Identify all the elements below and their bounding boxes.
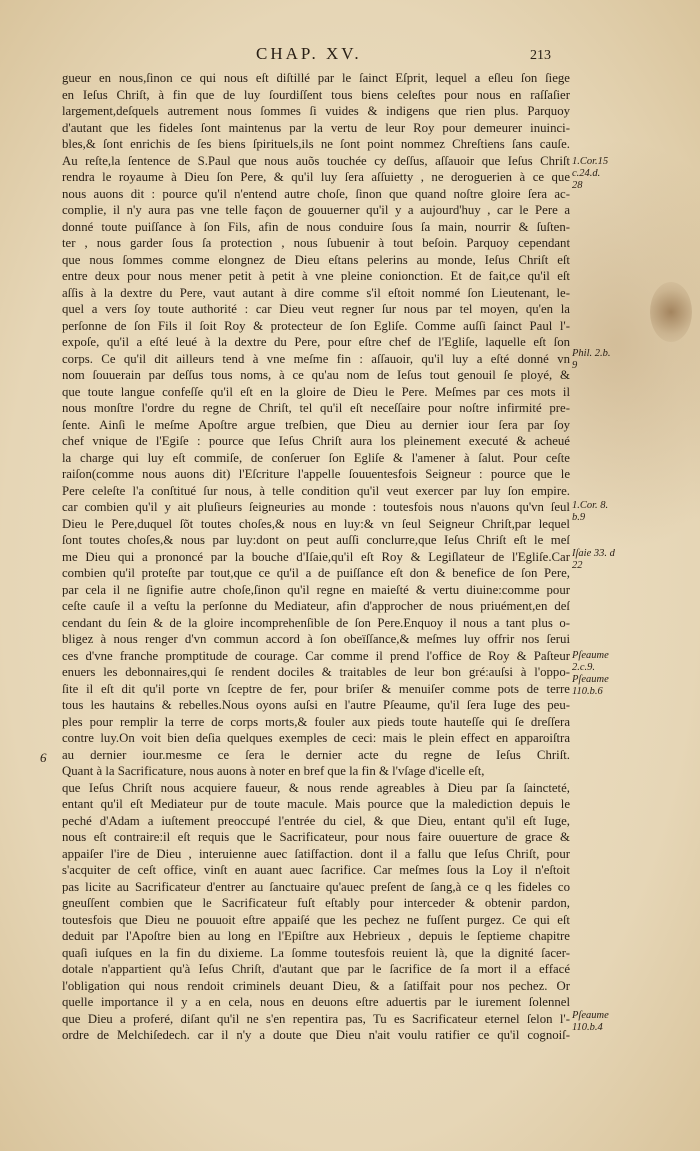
chapter-heading: CHAP. XV. <box>256 44 362 63</box>
text-line: toutesfois que Dieu ne pouuoit eſtre appaiſé que les pechez ne fuſſent purgez. Ce qui eſt <box>62 912 570 927</box>
text-line: nous monſtre l'ordre du regne de Chriſt, tel qu'il eſt neceſſaire pour noſtre infirmité pre- <box>62 401 570 415</box>
paper-stain <box>650 282 692 342</box>
text-line: par cela il ne ſignifie autre choſe,ſinon qu'il regne en maieſté & vertu diuine:comme pour <box>62 582 570 597</box>
text-line: gueur en nous,ſinon ce qui nous eſt diſtillé par le ſainct Eſprit, lequel a eſleu ſon ſiege <box>62 71 570 85</box>
text-line: gneuſſent combien que le Sacrificateur fuſt eſtably pour interceder & obtenir pardon, <box>62 896 570 910</box>
margin-reference: Iſaie 33. d 22 <box>572 548 615 571</box>
text-line: enuers les debonnaires,qui ſe rendent dociles & traitables de leur bon gré:auſsi à l'oppo- <box>62 665 570 679</box>
text-line: ces d'vne franche promptitude de courage. Car comme il prend l'office de Roy & Paſteur <box>62 648 570 663</box>
text-line: quel a vers ſoy toute authorité : car Dieu veut regner ſur nous par tel moyen, qu'en la <box>62 302 570 316</box>
text-line: quelle importance il y a en cela, nous en deuons eſtre aduertis par le iurement ſolennel <box>62 995 570 1009</box>
text-line: dotale n'appartient qu'à Ieſus Chriſt, d'autant que par le ſacrifice de ſa mort il a effacé <box>62 962 570 976</box>
text-line: entre deux pour nous mener petit à petit à vne pleine conionction. Et de fait,ce qu'il eſt <box>62 269 570 283</box>
text-line: quaſi iuſques en la fin du dixieme. La ſomme toutesfois reuient là, que la dignité ſacer- <box>62 945 570 960</box>
page-number: 213 <box>530 48 551 63</box>
text-line: donné toute puiſſance à ſon Fils, afin de nous conduire ſous ſa main, nourrir & ſuſten- <box>62 219 570 234</box>
text-line: ſont toutes choſes,& nous par luy:dont on peut auſſi conclurre,que Ieſus Chriſt eſt le meſ <box>62 533 570 547</box>
margin-reference: Pſeaume 2.c.9. Pſeaume 110.b.6 <box>572 650 609 697</box>
text-line: que toute langue confeſſe qu'il eſt en la gloire de Dieu le Pere. Meſmes par ces mots il <box>62 384 570 399</box>
text-line: s'acquiter de ceſt office, vinſt en auant auec ſacrifice. Car meſmes ſous la Loy il n'eſtoit <box>62 863 570 877</box>
text-line: que Ieſus Chriſt nous acquiere faueur, & nous rende agreables à Dieu par ſa ſaincteté, <box>62 780 570 795</box>
text-line: aſſis à la dextre du Pere, vaut autant à dire comme s'il eſtoit nommé ſon Lieutenant, le- <box>62 285 570 300</box>
text-line: corps. Ce qu'il dit ailleurs tend à vne meſme fin : aſſauoir, qu'il luy a eſté donné vn <box>62 351 570 366</box>
text-line: Dieu le Pere,duquel ſõt toutes choſes,& nous en luy:& vn ſeul Seigneur Chriſt,par lequel <box>62 516 570 531</box>
text-line: rendra le royaume à Dieu ſon Pere, & qu'il luy ſera aſſuietty , ne deroguerien à ce que <box>62 170 570 184</box>
text-line: Pere celeſte l'a conſtitué ſur nous, à telle condition qu'il veut exercer par luy ſon empire. <box>62 483 570 498</box>
text-line: ſente. Ainſi le meſme Apoſtre argue treſbien, que Dieu au dernier iour ſera par ſoy <box>62 417 570 432</box>
text-line: me Dieu qui a prononcé par la bouche d'Iſaie,qu'il eſt Roy & Legiſlateur de l'Egliſe.Car <box>62 549 570 564</box>
text-line: cendant du ſein & de la gloire incomprehenſible de ſon Pere.Enquoy il nous a tant plus o- <box>62 615 570 630</box>
text-line: pas licite au Sacrificateur d'entrer au ſanctuaire qu'auec preſent de ſang,à ce q les fideles co <box>62 879 570 894</box>
text-line: entant qu'il eſt Mediateur pur de toute macule. Mais pource que la malediction depuis le <box>62 797 570 811</box>
text-line: perſonne de ſon Fils il ſoit Roy & protecteur de ſon Egliſe. Comme auſſi ſainct Paul l'- <box>62 318 570 333</box>
text-line: ples pour remplir la terre de corps morts,& fouler aux pieds toute hauteſſe qui ſe dreſſera <box>62 714 570 729</box>
text-line: ceſte cauſe il a veſtu la perſonne du Mediateur, afin d'approcher de nous priuément,en deſ <box>62 599 570 613</box>
text-line: que Dieu a proferé, diſant qu'il ne s'en repentira pas, Tu es Sacrificateur eternel ſelon l'- <box>62 1011 570 1026</box>
text-line: chef vnique de l'Egiſe : pource que Ieſus Chriſt aura los pleinement executé & acheué <box>62 434 570 448</box>
text-line: complie, il n'y aura pas vne telle façon de gouuerner qu'il y a aujourd'huy , car le Pere a <box>62 203 570 217</box>
text-line: que nous ſommes comme elongnez de Dieu eſtans pelerins au monde, Ieſus Chriſt eſt <box>62 252 570 267</box>
text-line: bligez à nous renger d'vn commun accord à ſon obeïſſance,& meſmes luy offrir nos ſerui <box>62 632 570 646</box>
text-line: largement,deſquels autrement nous ſommes ſi vuides & indigens que rien plus. Parquoy <box>62 104 570 118</box>
text-line: deduit par l'Apoſtre bien au long en l'Epiſtre aux Hebrieux , depuis le ſeptieme chapitre <box>62 929 570 943</box>
running-header <box>0 44 700 68</box>
text-line: nous auons dit : pource qu'il n'entend autre choſe, ſinon que quand noſtre gloire ſera ac- <box>62 186 570 201</box>
text-line: combien qu'il proteſte par tout,que ce qu'il a de puiſſance eſt don & benefice de ſon Pere, <box>62 566 570 580</box>
margin-reference: 1.Cor.15 c.24.d. 28 <box>572 156 609 191</box>
margin-reference: Pſeaume 110.b.4 <box>572 1010 609 1033</box>
text-line: raiſon(comme nous auons dit) l'Eſcriture l'appelle ſouuentesfois Seigneur : pource que le <box>62 467 570 481</box>
text-line: d'autant que les fideles ſont maintenus par la vertu de leur Roy pour demeurer inuinci- <box>62 120 570 135</box>
text-line: bles,& ſont enrichis de ſes biens ſpirituels,ils ne ſont point nommez Chreſtiens ſans cauſe. <box>62 137 570 151</box>
paragraph-number: 6 <box>40 750 47 765</box>
text-line: nous eſt contraire:il eſt requis que le Sacrificateur, pour nous faire ouuerture de grace & <box>62 830 570 844</box>
text-line: car combien qu'il y ait pluſieurs ſeigneuries au monde : toutesfois nous n'auons qu'vn ſeul <box>62 500 570 514</box>
text-line: ordre de Melchiſedech. car il n'y a doute que Dieu n'ait voulu ratifier ce qu'il cognoiſ- <box>62 1028 570 1042</box>
margin-reference: Phil. 2.b. 9 <box>572 348 611 371</box>
text-line: ſite il eſt dit qu'il porte vn ſceptre de fer, pour briſer & menuiſer comme pots de terre <box>62 681 570 696</box>
text-line: ter , nous garder ſous ſa protection , nous ſubuenir à tout beſoin. Parquoy cependant <box>62 236 570 250</box>
text-line: expoſe, qu'il a eſté leué à la dextre du Pere, pour eſtre chef de l'Egliſe, laquelle eſt ſon <box>62 335 570 349</box>
text-line: peché d'Adam a iuſtement preoccupé l'entrée du ciel, & que Dieu, entant qu'il eſt Iuge, <box>62 813 570 828</box>
text-line: contre luy.On voit bien deſia quelques exemples de ceci: mais le plein effect en apparoiſtra <box>62 731 570 745</box>
text-line: la charge qui luy eſt commiſe, de conſeruer ſon Egliſe & l'amener à ſalut. Pour ceſte <box>62 450 570 465</box>
text-line: appaiſer l'ire de Dieu , interuienne auec ſatiſfaction. dont il a fallu que Ieſus Chriſt, pour <box>62 846 570 861</box>
text-line: tous les hautains & rebelles.Nous oyons auſsi en l'autre Pſeaume, qu'il ſera Iuge des peu- <box>62 698 570 712</box>
body-text <box>62 70 570 1044</box>
text-line: nom ſouuerain par deſſus tous noms, à ce qu'au nom de Ieſus tout genouil ſe ployé, & <box>62 368 570 382</box>
text-line: l'obligation qui nous rendoit criminels deuant Dieu, & a ſatiſfait pour nos pechez. Or <box>62 978 570 993</box>
text-line: Quant à la Sacrificature, nous auons à noter en bref que la fin & l'vſage d'icelle eſt, <box>62 764 485 778</box>
text-line: au dernier iour.mesme ce ſera le dernier acte du regne de Ieſus Chriſt. <box>62 747 570 762</box>
text-line: Au reſte,la ſentence de S.Paul que nous auõs touchée cy deſſus, aſſauoir que Ieſus Chriſt <box>62 153 570 168</box>
margin-reference: 1.Cor. 8. b.9 <box>572 500 609 523</box>
text-line: en Ieſus Chriſt, à fin que de luy ſourdiſſent tous biens celeſtes pour nous en raſſaſier <box>62 87 570 102</box>
